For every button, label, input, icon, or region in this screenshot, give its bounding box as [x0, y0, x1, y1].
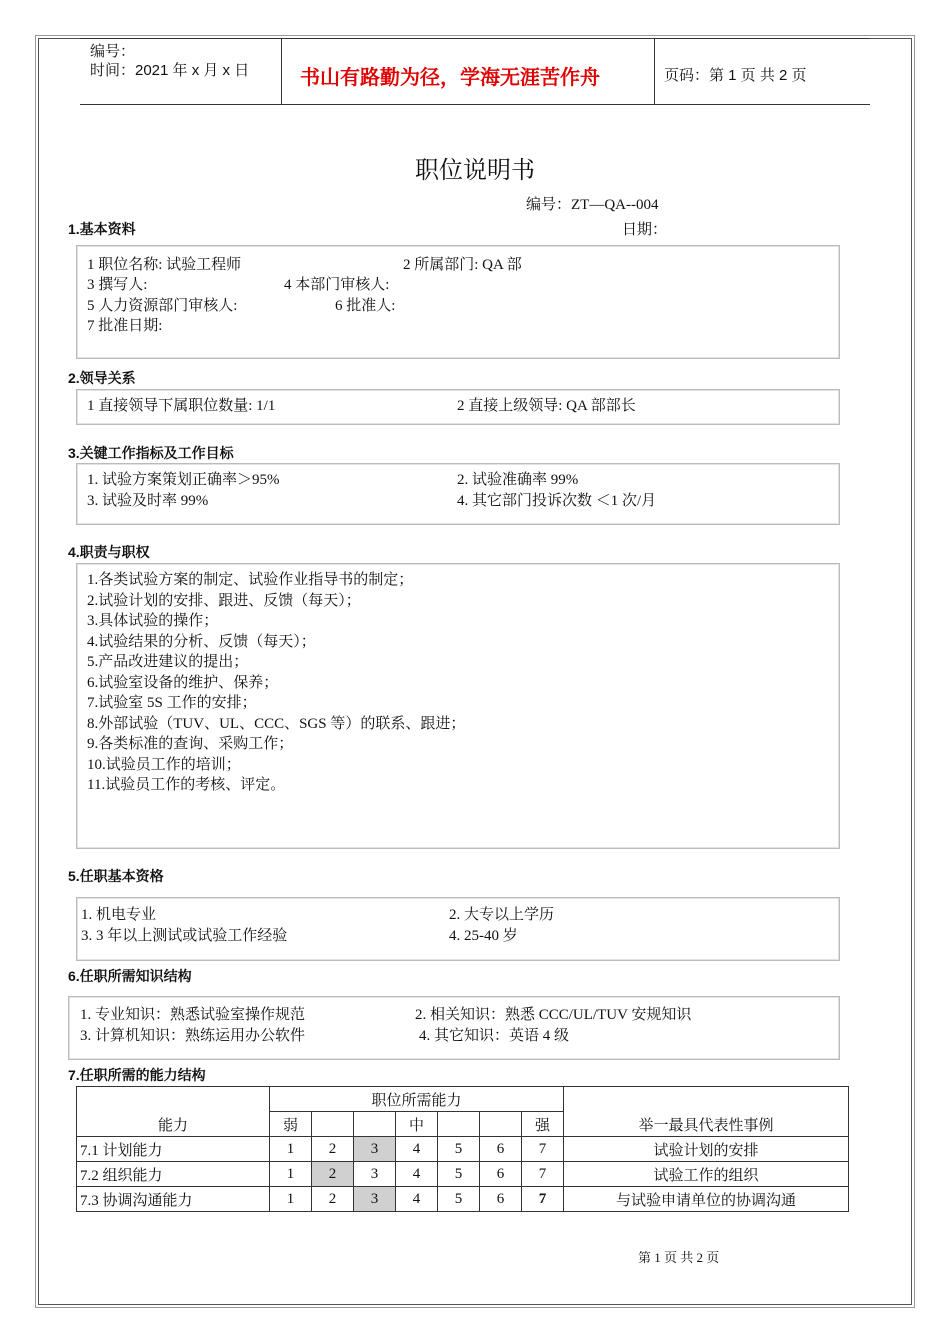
duty-item: 6.试验室设备的维护、保养； [87, 674, 279, 691]
ability-level-cell: 6 [480, 1162, 522, 1187]
ability-level-cell: 5 [438, 1162, 480, 1187]
ability-name: 7.1 计划能力 [77, 1137, 270, 1162]
section-2-box [76, 389, 840, 425]
ability-level-cell: 7 [522, 1162, 564, 1187]
kpi-1: 1. 试验方案策划正确率＞95% [87, 472, 280, 488]
section-1-title: 1.基本资料 [68, 221, 136, 237]
qualification-4: 4. 25-40 岁 [449, 928, 518, 944]
ability-row [77, 1137, 849, 1162]
field-approver: 6 批准人: [335, 298, 396, 314]
section-6-title: 6.任职所需知识结构 [68, 968, 192, 984]
header-top-rule [80, 38, 870, 39]
ability-level-cell: 3 [354, 1187, 396, 1212]
duty-item: 11.试验员工作的考核、评定。 [87, 777, 286, 793]
ability-level-cell: 1 [270, 1137, 312, 1162]
section-3-box [76, 463, 840, 525]
qualification-1: 1. 机电专业 [81, 907, 157, 923]
section-1-box [76, 245, 840, 359]
section-4-title: 4.职责与职权 [68, 544, 150, 560]
page-footer: 第 1 页 共 2 页 [638, 1250, 720, 1265]
ability-level-cell: 5 [438, 1137, 480, 1162]
ability-row [77, 1187, 849, 1212]
ability-level-cell: 6 [480, 1137, 522, 1162]
header-page-info: 页码：第 1 页 共 2 页 [664, 67, 807, 84]
section-5-box [76, 897, 840, 961]
ability-level-cell: 1 [270, 1162, 312, 1187]
duty-item: 3.具体试验的操作； [87, 613, 219, 629]
duty-item: 1.各类试验方案的制定、试验作业指导书的制定； [87, 572, 414, 588]
field-department: 2 所属部门: QA 部 [403, 257, 522, 273]
ability-example: 试验工作的组织 [564, 1162, 849, 1187]
header-divider-left [281, 38, 282, 105]
ability-example: 试验计划的安排 [564, 1137, 849, 1162]
doc-number: 编号：ZT—QA--004 [526, 197, 659, 213]
field-author: 3 撰写人: [87, 277, 148, 293]
duty-item: 9.各类标准的查询、采购工作； [87, 736, 294, 752]
knowledge-1: 1. 专业知识：熟悉试验室操作规范 [80, 1007, 306, 1023]
field-superior: 2 直接上级领导: QA 部部长 [457, 398, 636, 414]
ability-level-cell: 2 [312, 1187, 354, 1212]
level-mid: 中 [396, 1112, 438, 1137]
duty-item: 5.产品改进建议的提出； [87, 654, 249, 670]
ability-level-cell: 7 [522, 1187, 564, 1212]
ability-table [76, 1086, 849, 1212]
kpi-4: 4. 其它部门投诉次数 ＜1 次/月 [457, 493, 657, 509]
qualification-2: 2. 大专以上学历 [449, 907, 555, 923]
ability-level-cell: 3 [354, 1162, 396, 1187]
header-divider-right [654, 38, 655, 105]
kpi-3: 3. 试验及时率 99% [87, 493, 209, 509]
ability-level-cell: 1 [270, 1187, 312, 1212]
knowledge-2: 2. 相关知识：熟悉 CCC/UL/TUV 安规知识 [415, 1007, 692, 1023]
duty-item: 7.试验室 5S 工作的安排； [87, 695, 257, 711]
header-ability: 能力 [77, 1087, 270, 1137]
section-7-title: 7.任职所需的能力结构 [68, 1067, 206, 1083]
header-example: 举一最具代表性事例 [564, 1087, 849, 1137]
header-time: 时间：2021 年 x 月 x 日 [90, 62, 250, 79]
duty-item: 10.试验员工作的培训； [87, 756, 241, 773]
page-title: 职位说明书 [415, 157, 535, 184]
field-approval-date: 7 批准日期: [87, 318, 163, 334]
ability-name: 7.3 协调沟通能力 [77, 1187, 270, 1212]
ability-level-cell: 4 [396, 1137, 438, 1162]
section-5-title: 5.任职基本资格 [68, 868, 164, 884]
ability-example: 与试验申请单位的协调沟通 [564, 1187, 849, 1212]
duty-item: 8.外部试验（TUV、UL、CCC、SGS 等）的联系、跟进； [87, 715, 466, 732]
duty-item: 2.试验计划的安排、跟进、反馈（每天）； [87, 592, 361, 609]
field-subordinates: 1 直接领导下属职位数量: 1/1 [87, 398, 276, 414]
knowledge-3: 3. 计算机知识：熟练运用办公软件 [80, 1028, 306, 1044]
level-strong: 强 [522, 1112, 564, 1137]
date-label: 日期： [622, 222, 668, 238]
section-2-title: 2.领导关系 [68, 370, 136, 386]
level-weak: 弱 [270, 1112, 312, 1137]
duty-item: 4.试验结果的分析、反馈（每天）； [87, 633, 316, 650]
section-6-box [68, 996, 840, 1060]
ability-level-cell: 4 [396, 1187, 438, 1212]
ability-level-cell: 6 [480, 1187, 522, 1212]
kpi-2: 2. 试验准确率 99% [457, 472, 579, 488]
header-doc-no: 编号： [90, 43, 136, 60]
ability-level-cell: 2 [312, 1162, 354, 1187]
knowledge-4: 4. 其它知识：英语 4 级 [419, 1028, 570, 1044]
ability-row [77, 1162, 849, 1187]
field-dept-reviewer: 4 本部门审核人: [284, 277, 390, 293]
ability-name: 7.2 组织能力 [77, 1162, 270, 1187]
header-required-ability: 职位所需能力 [270, 1087, 564, 1112]
ability-level-cell: 7 [522, 1137, 564, 1162]
header-motto: 书山有路勤为径，学海无涯苦作舟 [300, 67, 600, 89]
header-bottom-rule [80, 104, 870, 105]
field-position-name: 1 职位名称: 试验工程师 [87, 257, 242, 273]
section-4-box [76, 563, 840, 849]
ability-level-cell: 2 [312, 1137, 354, 1162]
ability-level-cell: 3 [354, 1137, 396, 1162]
field-hr-reviewer: 5 人力资源部门审核人: [87, 298, 238, 314]
ability-level-cell: 5 [438, 1187, 480, 1212]
qualification-3: 3. 3 年以上测试或试验工作经验 [81, 928, 288, 944]
section-3-title: 3.关键工作指标及工作目标 [68, 445, 234, 461]
ability-level-cell: 4 [396, 1162, 438, 1187]
